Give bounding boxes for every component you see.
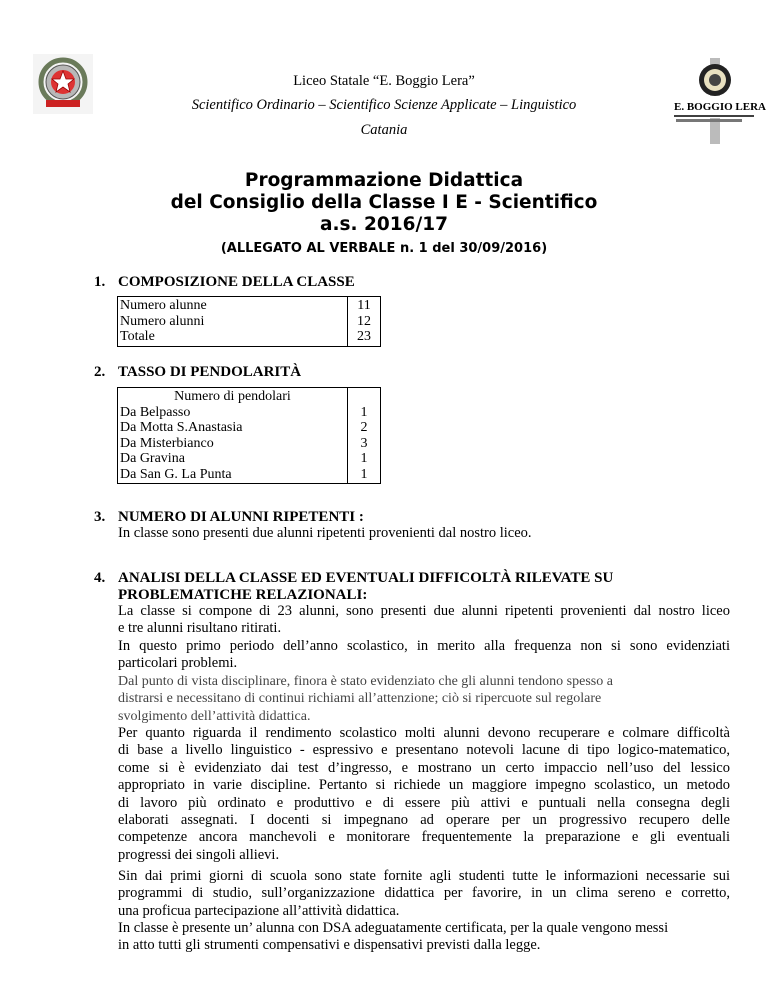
commuter-origin: Da Belpasso [120, 404, 191, 420]
analysis-paragraph-2: In questo primo periodo dell’anno scolastico, in merito alla frequenza non si sono evidenziati particolari problemi. [118, 638, 730, 672]
commuter-count: 2 [360, 420, 368, 435]
composition-value: 12 [357, 313, 371, 329]
commuter-origin: Da Misterbianco [120, 435, 214, 451]
school-branches: Scientifico Ordinario – Scientifico Scienze Applicate – Linguistico [191, 97, 577, 113]
composition-label: Totale [120, 329, 155, 344]
composition-value: 11 [357, 298, 371, 313]
school-city: Catania [360, 122, 408, 138]
composition-table [117, 296, 381, 347]
composition-value: 23 [357, 329, 371, 344]
school-name: Liceo Statale “E. Boggio Lera” [293, 73, 475, 89]
commuter-count: 3 [360, 435, 368, 451]
commuter-table-header: Numero di pendolari [174, 389, 291, 404]
commuter-count: 1 [360, 466, 368, 482]
title-line-3: a.s. 2016/17 [320, 214, 448, 235]
repeaters-text: In classe sono presenti due alunni ripetenti provenienti dal nostro liceo. [118, 525, 532, 541]
commuter-origin: Da Gravina [120, 451, 185, 466]
document-title [0, 170, 768, 236]
commuter-count: 1 [360, 404, 368, 420]
right-logo-text: E. BOGGIO LERA [674, 101, 766, 113]
commuter-origin: Da Motta S.Anastasia [120, 420, 243, 435]
composition-label: Numero alunni [120, 313, 205, 329]
allegato-note: (ALLEGATO AL VERBALE n. 1 del 30/09/2016) [220, 241, 548, 256]
analysis-paragraph-1: La classe si compone di 23 alunni, sono presenti due alunni ripetenti provenienti dal nostro liceo e tre alunni risultano ritirati. [118, 603, 730, 637]
title-line-2: del Consiglio della Classe I E - Scientifico [170, 192, 598, 213]
analysis-paragraph-5: Sin dai primi giorni di scuola sono state fornite agli studenti tutte le informazioni necessarie sui programmi di studio, sull’organizzazione didattica per favorire, in un clima sereno e corretto, una proficua partecipazione all’attività didattica. [118, 868, 730, 919]
commuter-origin: Da San G. La Punta [120, 466, 232, 482]
commuter-table [117, 387, 381, 484]
title-line-1: Programmazione Didattica [244, 170, 524, 191]
analysis-paragraph-6: In classe è presente un’ alunna con DSA adeguatamente certificata, per la quale vengono messi in atto tutti gli strumenti compensativi e dispensativi previsti dalla legge. [118, 920, 669, 954]
analysis-paragraph-3: Dal punto di vista disciplinare, finora è stato evidenziato che gli alunni tendono spesso a distrarsi e necessitano di continui richiami all’attenzione; ciò si ripercuote sul regolare svolgimento dell’attività didattica. [118, 674, 613, 724]
commuter-count: 1 [360, 451, 368, 466]
analysis-paragraph-4: Per quanto riguarda il rendimento scolastico molti alunni devono recuperare e colmare difficoltà di base a livello linguistico - espressivo e presentano notevoli lacune di tipo logico-matematico, come si è evidenziato dai test d’ingresso, e mostrano un certo impaccio nell’uso del lessico appropriato in varie discipline. Pertanto si richiede un maggiore impegno scolastico, un metodo di lavoro più ordinato e produttivo e di essere più attivi e puntuali nella consegna degli elaborati assegnati. I docenti si impegnano ad operare per un progressivo recupero delle competenze ancora manchevoli e monitorare frequentemente la preparazione e gli eventuali progressi dei singoli allievi. [118, 725, 730, 863]
composition-label: Numero alunne [120, 298, 207, 313]
